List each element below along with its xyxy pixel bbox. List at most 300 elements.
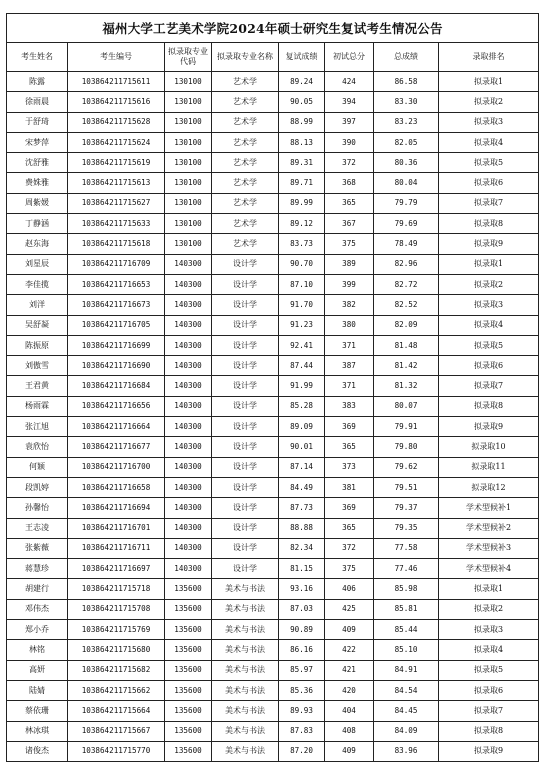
- results-table: [6, 13, 539, 762]
- cell-retest-score: 89.31: [279, 153, 325, 173]
- cell-major-code: 135600: [165, 599, 212, 619]
- table-row: [7, 579, 539, 599]
- cell-name: 宋梦萍: [7, 132, 68, 152]
- cell-name: 蒋慧珍: [7, 559, 68, 579]
- cell-major-name: 设计学: [212, 356, 279, 376]
- cell-major-code: 130100: [165, 214, 212, 234]
- cell-major-name: 美术与书法: [212, 620, 279, 640]
- cell-rank: 学术型候补4: [439, 559, 539, 579]
- cell-retest-score: 90.05: [279, 92, 325, 112]
- header-row: [7, 43, 539, 72]
- cell-name: 杨雨霖: [7, 396, 68, 416]
- cell-rank: 拟录取9: [439, 417, 539, 437]
- cell-major-code: 140300: [165, 437, 212, 457]
- cell-major-name: 设计学: [212, 498, 279, 518]
- cell-name: 陈振原: [7, 335, 68, 355]
- cell-name: 于舒琦: [7, 112, 68, 132]
- cell-retest-score: 89.09: [279, 417, 325, 437]
- cell-major-name: 设计学: [212, 559, 279, 579]
- cell-major-name: 美术与书法: [212, 680, 279, 700]
- table-row: [7, 518, 539, 538]
- cell-exam-id: 103864211716699: [68, 335, 165, 355]
- table-row: [7, 72, 539, 92]
- cell-initial-total: 365: [325, 193, 374, 213]
- cell-exam-id: 103864211716709: [68, 254, 165, 274]
- cell-initial-total: 365: [325, 518, 374, 538]
- cell-rank: 拟录取12: [439, 477, 539, 497]
- cell-major-code: 140300: [165, 559, 212, 579]
- cell-rank: 拟录取2: [439, 274, 539, 294]
- cell-retest-score: 91.23: [279, 315, 325, 335]
- cell-retest-score: 89.24: [279, 72, 325, 92]
- cell-total-score: 77.46: [374, 559, 439, 579]
- cell-major-name: 设计学: [212, 274, 279, 294]
- table-row: [7, 335, 539, 355]
- table-row: [7, 599, 539, 619]
- cell-exam-id: 103864211715708: [68, 599, 165, 619]
- cell-exam-id: 103864211715718: [68, 579, 165, 599]
- cell-initial-total: 394: [325, 92, 374, 112]
- cell-exam-id: 103864211716705: [68, 315, 165, 335]
- table-row: [7, 538, 539, 558]
- header-major-name: 拟录取专业名称: [212, 43, 279, 72]
- cell-exam-id: 103864211715616: [68, 92, 165, 112]
- cell-major-code: 140300: [165, 457, 212, 477]
- cell-initial-total: 372: [325, 538, 374, 558]
- cell-total-score: 79.35: [374, 518, 439, 538]
- cell-name: 林冰琪: [7, 721, 68, 741]
- cell-retest-score: 92.41: [279, 335, 325, 355]
- cell-major-code: 130100: [165, 153, 212, 173]
- cell-retest-score: 90.89: [279, 620, 325, 640]
- cell-retest-score: 89.12: [279, 214, 325, 234]
- cell-initial-total: 425: [325, 599, 374, 619]
- table-body: [7, 72, 539, 762]
- cell-major-name: 艺术学: [212, 72, 279, 92]
- cell-exam-id: 103864211716673: [68, 295, 165, 315]
- cell-rank: 拟录取7: [439, 193, 539, 213]
- cell-rank: 拟录取6: [439, 173, 539, 193]
- cell-major-name: 设计学: [212, 254, 279, 274]
- table-row: [7, 680, 539, 700]
- cell-name: 周紫媛: [7, 193, 68, 213]
- cell-retest-score: 88.13: [279, 132, 325, 152]
- cell-total-score: 81.48: [374, 335, 439, 355]
- table-row: [7, 741, 539, 761]
- cell-name: 林铭: [7, 640, 68, 660]
- cell-major-name: 设计学: [212, 417, 279, 437]
- cell-total-score: 81.32: [374, 376, 439, 396]
- cell-exam-id: 103864211715619: [68, 153, 165, 173]
- cell-exam-id: 103864211715611: [68, 72, 165, 92]
- cell-total-score: 82.96: [374, 254, 439, 274]
- header-rank: 录取排名: [439, 43, 539, 72]
- cell-major-name: 美术与书法: [212, 721, 279, 741]
- cell-name: 袁欣怡: [7, 437, 68, 457]
- cell-name: 刘洋: [7, 295, 68, 315]
- cell-exam-id: 103864211716701: [68, 518, 165, 538]
- cell-exam-id: 103864211716664: [68, 417, 165, 437]
- cell-exam-id: 103864211715770: [68, 741, 165, 761]
- cell-exam-id: 103864211716690: [68, 356, 165, 376]
- cell-total-score: 84.45: [374, 701, 439, 721]
- cell-total-score: 82.52: [374, 295, 439, 315]
- cell-name: 陈露: [7, 72, 68, 92]
- cell-rank: 拟录取5: [439, 335, 539, 355]
- cell-retest-score: 87.73: [279, 498, 325, 518]
- table-row: [7, 721, 539, 741]
- cell-exam-id: 103864211716677: [68, 437, 165, 457]
- cell-initial-total: 375: [325, 234, 374, 254]
- cell-initial-total: 409: [325, 620, 374, 640]
- cell-rank: 拟录取3: [439, 620, 539, 640]
- cell-initial-total: 390: [325, 132, 374, 152]
- cell-total-score: 85.44: [374, 620, 439, 640]
- cell-total-score: 77.58: [374, 538, 439, 558]
- cell-total-score: 80.07: [374, 396, 439, 416]
- page-title: 福州大学工艺美术学院2024年硕士研究生复试考生情况公告: [7, 14, 539, 43]
- cell-total-score: 85.10: [374, 640, 439, 660]
- cell-rank: 拟录取6: [439, 356, 539, 376]
- cell-rank: 拟录取1: [439, 254, 539, 274]
- cell-total-score: 79.79: [374, 193, 439, 213]
- cell-retest-score: 89.93: [279, 701, 325, 721]
- table-row: [7, 559, 539, 579]
- cell-major-code: 140300: [165, 376, 212, 396]
- cell-rank: 拟录取1: [439, 579, 539, 599]
- cell-retest-score: 85.97: [279, 660, 325, 680]
- cell-major-name: 设计学: [212, 315, 279, 335]
- cell-major-code: 130100: [165, 193, 212, 213]
- cell-retest-score: 85.36: [279, 680, 325, 700]
- cell-retest-score: 87.14: [279, 457, 325, 477]
- cell-retest-score: 87.03: [279, 599, 325, 619]
- cell-rank: 拟录取8: [439, 396, 539, 416]
- cell-major-name: 设计学: [212, 295, 279, 315]
- cell-name: 段凯婷: [7, 477, 68, 497]
- cell-name: 刘傲雪: [7, 356, 68, 376]
- cell-initial-total: 406: [325, 579, 374, 599]
- table-row: [7, 315, 539, 335]
- cell-major-code: 130100: [165, 132, 212, 152]
- cell-retest-score: 81.15: [279, 559, 325, 579]
- cell-name: 张江旭: [7, 417, 68, 437]
- table-row: [7, 477, 539, 497]
- cell-exam-id: 103864211715667: [68, 721, 165, 741]
- cell-total-score: 81.42: [374, 356, 439, 376]
- cell-retest-score: 87.20: [279, 741, 325, 761]
- table-row: [7, 660, 539, 680]
- header-initial-total: 初试总分: [325, 43, 374, 72]
- cell-initial-total: 381: [325, 477, 374, 497]
- cell-initial-total: 380: [325, 315, 374, 335]
- cell-total-score: 82.72: [374, 274, 439, 294]
- results-sheet: [6, 13, 538, 762]
- cell-major-name: 美术与书法: [212, 741, 279, 761]
- cell-initial-total: 387: [325, 356, 374, 376]
- cell-retest-score: 82.34: [279, 538, 325, 558]
- table-row: [7, 214, 539, 234]
- cell-major-name: 艺术学: [212, 112, 279, 132]
- cell-retest-score: 91.99: [279, 376, 325, 396]
- cell-exam-id: 103864211715618: [68, 234, 165, 254]
- table-row: [7, 193, 539, 213]
- cell-exam-id: 103864211715627: [68, 193, 165, 213]
- cell-rank: 拟录取9: [439, 741, 539, 761]
- cell-initial-total: 404: [325, 701, 374, 721]
- cell-major-name: 艺术学: [212, 193, 279, 213]
- cell-total-score: 83.30: [374, 92, 439, 112]
- table-row: [7, 132, 539, 152]
- cell-retest-score: 90.01: [279, 437, 325, 457]
- cell-major-name: 设计学: [212, 518, 279, 538]
- cell-rank: 拟录取3: [439, 295, 539, 315]
- header-name: 考生姓名: [7, 43, 68, 72]
- cell-rank: 学术型候补2: [439, 518, 539, 538]
- cell-name: 吴舒凝: [7, 315, 68, 335]
- header-exam-id: 考生编号: [68, 43, 165, 72]
- cell-total-score: 83.23: [374, 112, 439, 132]
- cell-major-name: 设计学: [212, 376, 279, 396]
- cell-total-score: 79.62: [374, 457, 439, 477]
- cell-major-name: 美术与书法: [212, 660, 279, 680]
- cell-major-name: 艺术学: [212, 92, 279, 112]
- cell-rank: 拟录取5: [439, 153, 539, 173]
- cell-retest-score: 87.44: [279, 356, 325, 376]
- cell-major-name: 设计学: [212, 396, 279, 416]
- cell-initial-total: 371: [325, 335, 374, 355]
- cell-total-score: 84.91: [374, 660, 439, 680]
- cell-total-score: 84.09: [374, 721, 439, 741]
- cell-major-code: 140300: [165, 518, 212, 538]
- table-row: [7, 417, 539, 437]
- cell-rank: 拟录取8: [439, 721, 539, 741]
- cell-name: 张紫薇: [7, 538, 68, 558]
- cell-total-score: 84.54: [374, 680, 439, 700]
- cell-total-score: 80.04: [374, 173, 439, 193]
- cell-rank: 拟录取8: [439, 214, 539, 234]
- cell-total-score: 80.36: [374, 153, 439, 173]
- cell-major-code: 140300: [165, 356, 212, 376]
- cell-major-code: 140300: [165, 274, 212, 294]
- cell-rank: 拟录取4: [439, 132, 539, 152]
- table-row: [7, 274, 539, 294]
- cell-exam-id: 103864211715664: [68, 701, 165, 721]
- cell-rank: 拟录取5: [439, 660, 539, 680]
- cell-rank: 拟录取4: [439, 315, 539, 335]
- cell-total-score: 79.80: [374, 437, 439, 457]
- cell-retest-score: 89.71: [279, 173, 325, 193]
- cell-name: 何颖: [7, 457, 68, 477]
- cell-major-code: 135600: [165, 620, 212, 640]
- table-row: [7, 701, 539, 721]
- cell-retest-score: 85.28: [279, 396, 325, 416]
- cell-name: 诸俊杰: [7, 741, 68, 761]
- cell-name: 孙馨怡: [7, 498, 68, 518]
- cell-exam-id: 103864211716653: [68, 274, 165, 294]
- cell-major-code: 140300: [165, 295, 212, 315]
- table-row: [7, 153, 539, 173]
- table-row: [7, 173, 539, 193]
- cell-retest-score: 91.70: [279, 295, 325, 315]
- table-row: [7, 295, 539, 315]
- cell-major-code: 140300: [165, 477, 212, 497]
- cell-major-name: 艺术学: [212, 173, 279, 193]
- cell-name: 高妍: [7, 660, 68, 680]
- cell-major-code: 130100: [165, 72, 212, 92]
- cell-rank: 拟录取7: [439, 701, 539, 721]
- cell-total-score: 79.69: [374, 214, 439, 234]
- cell-initial-total: 420: [325, 680, 374, 700]
- cell-total-score: 82.05: [374, 132, 439, 152]
- table-row: [7, 396, 539, 416]
- header-major-code: 拟录取专业代码: [165, 43, 212, 72]
- cell-retest-score: 93.16: [279, 579, 325, 599]
- cell-major-name: 设计学: [212, 457, 279, 477]
- cell-rank: 学术型候补3: [439, 538, 539, 558]
- cell-name: 王志凌: [7, 518, 68, 538]
- table-row: [7, 112, 539, 132]
- cell-total-score: 85.81: [374, 599, 439, 619]
- cell-retest-score: 87.10: [279, 274, 325, 294]
- cell-initial-total: 367: [325, 214, 374, 234]
- cell-name: 李佳揽: [7, 274, 68, 294]
- cell-retest-score: 87.83: [279, 721, 325, 741]
- cell-total-score: 82.09: [374, 315, 439, 335]
- cell-exam-id: 103864211715613: [68, 173, 165, 193]
- cell-exam-id: 103864211715633: [68, 214, 165, 234]
- cell-major-name: 美术与书法: [212, 599, 279, 619]
- cell-exam-id: 103864211716684: [68, 376, 165, 396]
- cell-name: 费姝雅: [7, 173, 68, 193]
- cell-exam-id: 103864211716700: [68, 457, 165, 477]
- cell-major-name: 艺术学: [212, 234, 279, 254]
- cell-major-name: 艺术学: [212, 214, 279, 234]
- cell-name: 胡建行: [7, 579, 68, 599]
- cell-retest-score: 88.88: [279, 518, 325, 538]
- cell-name: 陆婧: [7, 680, 68, 700]
- cell-total-score: 79.37: [374, 498, 439, 518]
- cell-retest-score: 86.16: [279, 640, 325, 660]
- cell-rank: 拟录取11: [439, 457, 539, 477]
- cell-initial-total: 372: [325, 153, 374, 173]
- cell-initial-total: 383: [325, 396, 374, 416]
- cell-retest-score: 89.99: [279, 193, 325, 213]
- cell-initial-total: 397: [325, 112, 374, 132]
- cell-exam-id: 103864211716658: [68, 477, 165, 497]
- cell-major-code: 140300: [165, 498, 212, 518]
- cell-major-code: 130100: [165, 92, 212, 112]
- cell-initial-total: 399: [325, 274, 374, 294]
- cell-initial-total: 365: [325, 437, 374, 457]
- cell-major-code: 135600: [165, 660, 212, 680]
- cell-exam-id: 103864211715628: [68, 112, 165, 132]
- cell-initial-total: 375: [325, 559, 374, 579]
- cell-major-name: 美术与书法: [212, 701, 279, 721]
- cell-name: 刘星辰: [7, 254, 68, 274]
- cell-major-code: 135600: [165, 741, 212, 761]
- cell-initial-total: 368: [325, 173, 374, 193]
- cell-major-code: 135600: [165, 721, 212, 741]
- cell-name: 郑小乔: [7, 620, 68, 640]
- table-row: [7, 640, 539, 660]
- table-row: [7, 234, 539, 254]
- cell-major-code: 135600: [165, 640, 212, 660]
- cell-initial-total: 373: [325, 457, 374, 477]
- cell-initial-total: 369: [325, 417, 374, 437]
- cell-rank: 拟录取1: [439, 72, 539, 92]
- cell-rank: 拟录取2: [439, 92, 539, 112]
- cell-exam-id: 103864211716694: [68, 498, 165, 518]
- cell-major-code: 140300: [165, 315, 212, 335]
- cell-major-name: 设计学: [212, 538, 279, 558]
- cell-major-code: 135600: [165, 680, 212, 700]
- cell-major-code: 130100: [165, 112, 212, 132]
- cell-initial-total: 409: [325, 741, 374, 761]
- cell-total-score: 78.49: [374, 234, 439, 254]
- cell-initial-total: 422: [325, 640, 374, 660]
- table-row: [7, 620, 539, 640]
- cell-major-code: 130100: [165, 234, 212, 254]
- cell-exam-id: 103864211716711: [68, 538, 165, 558]
- cell-exam-id: 103864211715769: [68, 620, 165, 640]
- cell-major-name: 艺术学: [212, 132, 279, 152]
- table-row: [7, 376, 539, 396]
- cell-name: 徐雨晨: [7, 92, 68, 112]
- cell-major-code: 140300: [165, 538, 212, 558]
- cell-major-code: 140300: [165, 254, 212, 274]
- cell-total-score: 85.98: [374, 579, 439, 599]
- cell-rank: 拟录取2: [439, 599, 539, 619]
- cell-name: 沈舒雅: [7, 153, 68, 173]
- header-retest-score: 复试成绩: [279, 43, 325, 72]
- cell-rank: 拟录取10: [439, 437, 539, 457]
- cell-initial-total: 421: [325, 660, 374, 680]
- cell-major-name: 设计学: [212, 335, 279, 355]
- cell-retest-score: 84.49: [279, 477, 325, 497]
- cell-name: 赵东海: [7, 234, 68, 254]
- table-row: [7, 356, 539, 376]
- cell-exam-id: 103864211715624: [68, 132, 165, 152]
- cell-name: 丁静涵: [7, 214, 68, 234]
- cell-name: 蔡依珊: [7, 701, 68, 721]
- table-row: [7, 254, 539, 274]
- header-total-score: 总成绩: [374, 43, 439, 72]
- table-row: [7, 437, 539, 457]
- cell-major-name: 设计学: [212, 437, 279, 457]
- cell-major-name: 美术与书法: [212, 579, 279, 599]
- cell-total-score: 79.91: [374, 417, 439, 437]
- cell-major-name: 美术与书法: [212, 640, 279, 660]
- cell-rank: 学术型候补1: [439, 498, 539, 518]
- cell-initial-total: 408: [325, 721, 374, 741]
- cell-exam-id: 103864211715662: [68, 680, 165, 700]
- cell-exam-id: 103864211715680: [68, 640, 165, 660]
- cell-rank: 拟录取6: [439, 680, 539, 700]
- table-row: [7, 92, 539, 112]
- cell-rank: 拟录取7: [439, 376, 539, 396]
- cell-exam-id: 103864211715682: [68, 660, 165, 680]
- cell-retest-score: 88.99: [279, 112, 325, 132]
- cell-name: 王君黄: [7, 376, 68, 396]
- cell-major-code: 130100: [165, 173, 212, 193]
- cell-retest-score: 83.73: [279, 234, 325, 254]
- cell-total-score: 86.58: [374, 72, 439, 92]
- cell-initial-total: 369: [325, 498, 374, 518]
- cell-initial-total: 382: [325, 295, 374, 315]
- cell-major-code: 135600: [165, 701, 212, 721]
- cell-rank: 拟录取9: [439, 234, 539, 254]
